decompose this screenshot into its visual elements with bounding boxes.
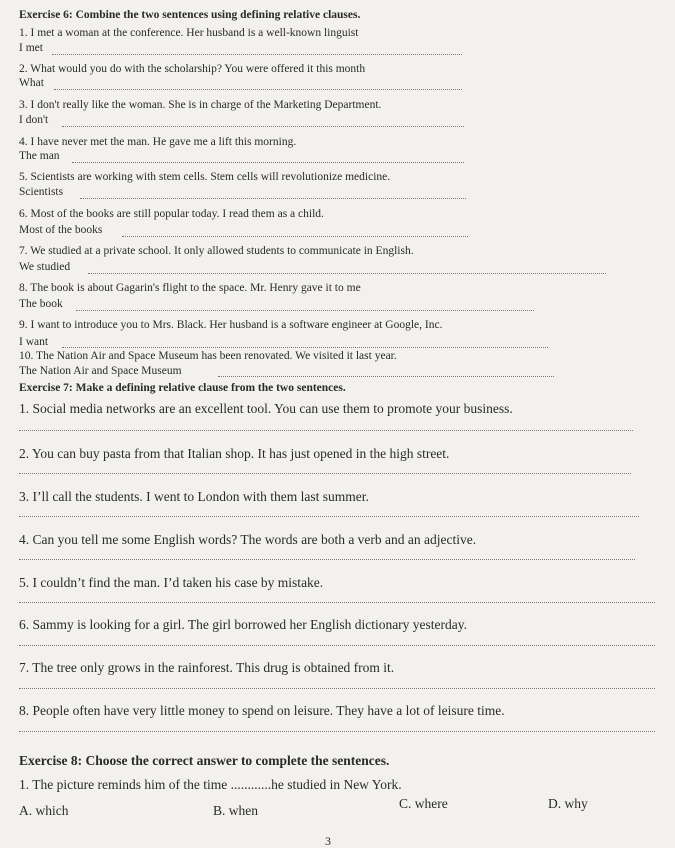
ex6-answer-prompt-10: The Nation Air and Space Museum [19,365,182,377]
ex7-question-5: 5. I couldn’t find the man. I’d taken his case by mistake. [19,575,324,590]
option-d[interactable]: D. why [548,796,588,811]
ex6-question-6: 6. Most of the books are still popular today. I read them as a child. [19,208,324,220]
ex6-answer-prompt-7: We studied [19,261,71,273]
ex6-answer-prompt-4: The man [19,150,60,162]
option-c[interactable]: C. where [399,796,448,811]
ex6-question-10: 10. The Nation Air and Space Museum has been renovated. We visited it last year. [19,350,397,362]
ex6-answer-prompt-8: The book [19,298,63,310]
answer-line[interactable] [62,126,464,127]
ex6-question-7: 7. We studied at a private school. It only allowed students to communicate in English. [19,245,414,257]
answer-line[interactable] [19,645,655,646]
ex8-question-1-blank[interactable]: ............ [230,777,272,792]
option-b[interactable]: B. when [213,803,258,818]
answer-line[interactable] [88,273,606,274]
ex6-question-5: 5. Scientists are working with stem cells. Stem cells will revolutionize medicine. [19,171,391,183]
ex8-question-1-text-end: he studied in New York. [271,777,402,792]
answer-line[interactable] [19,688,655,689]
ex6-answer-prompt-3: I don't [19,114,49,126]
answer-line[interactable] [19,516,639,517]
answer-line[interactable] [19,602,655,603]
ex7-question-8: 8. People often have very little money to spend on leisure. They have a lot of leisure time. [19,703,505,718]
answer-line[interactable] [80,198,466,199]
answer-line[interactable] [19,473,631,474]
ex7-question-6: 6. Sammy is looking for a girl. The girl borrowed her English dictionary yesterday. [19,617,468,632]
page-number: 3 [325,834,331,848]
ex6-question-4: 4. I have never met the man. He gave me a lift this morning. [19,136,297,148]
ex7-question-3: 3. I’ll call the students. I went to London with them last summer. [19,489,369,504]
answer-line[interactable] [62,347,548,348]
ex6-question-2: 2. What would you do with the scholarship? You were offered it this month [19,63,366,75]
answer-line[interactable] [72,162,464,163]
option-a[interactable]: A. which [19,803,69,818]
ex7-question-7: 7. The tree only grows in the rainforest. This drug is obtained from it. [19,660,395,675]
ex6-question-3: 3. I don't really like the woman. She is in charge of the Marketing Department. [19,99,382,111]
ex7-question-4: 4. Can you tell me some English words? The words are both a verb and an adjective. [19,532,477,547]
ex6-question-9: 9. I want to introduce you to Mrs. Black. Her husband is a software engineer at Google, Inc. [19,319,443,331]
exercise-8-title: Exercise 8: Choose the correct answer to complete the sentences. [19,753,390,768]
ex7-question-2: 2. You can buy pasta from that Italian shop. It has just opened in the high street. [19,446,450,461]
answer-line[interactable] [76,310,534,311]
ex6-answer-prompt-6: Most of the books [19,224,103,236]
ex6-question-8: 8. The book is about Gagarin's flight to the space. Mr. Henry gave it to me [19,282,361,294]
answer-line[interactable] [19,731,655,732]
ex6-answer-prompt-2: What [19,77,44,89]
ex6-answer-prompt-1: I met [19,42,43,54]
answer-line[interactable] [19,559,635,560]
answer-line[interactable] [19,430,633,431]
ex6-answer-prompt-9: I want [19,336,49,348]
answer-line[interactable] [52,54,462,55]
ex8-question-1-text: 1. The picture reminds him of the time [19,777,228,792]
exercise-7-title: Exercise 7: Make a defining relative clause from the two sentences. [19,382,346,394]
ex8-question-1 [19,778,402,792]
ex6-question-1: 1. I met a woman at the conference. Her husband is a well-known linguist [19,27,359,39]
answer-line[interactable] [54,89,462,90]
answer-line[interactable] [218,376,554,377]
ex6-answer-prompt-5: Scientists [19,186,64,198]
answer-line[interactable] [122,236,468,237]
ex7-question-1: 1. Social media networks are an excellent tool. You can use them to promote your business. [19,401,513,416]
exercise-6-title: Exercise 6: Combine the two sentences using defining relative clauses. [19,9,361,21]
